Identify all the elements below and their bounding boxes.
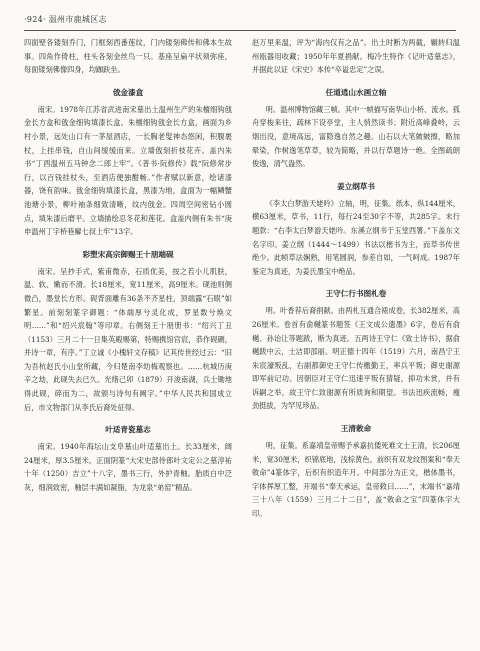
entry-title: 姜立纲草书 <box>337 181 375 191</box>
body-paragraph: 南宋。1978年江苏省武进南宋墓出土温州生产的朱檀细钩戗金长方盒和戗金细钩填漆长盒。朱檀细钩戗金长方盒，画面为乡村小景，远处山口有一茅屋酒店，一长胸老叟神态悠闲，积腹裹杖，上挂串钱，自山间缓缓而来。立墙戗刻折枝花卉。盖内朱书“丁酉温州五马钟念二郎上牢”。《普书·阮修传》载“阮修常步行，以百钱挂杖头，至酒店便独酣畅。”作者赋以新意，绘诸漆器，饶有韵味。戗金细钩填漆长盒，黑漆为地，盒面为一幅鳞蟹池塘小景，柳叶袖条细致清晰，纹内戗金。四周空间密钻小圆点，填朱漆后磨平。立墙描绘忍冬花和莲花。盒盖内侧有朱书“庚申温州丁字桥巷廨七叔上牢”13字。 <box>24 104 232 237</box>
page-header: ·924· 温州市鹿城区志 <box>24 15 107 24</box>
header-rule <box>24 30 456 31</box>
entry-title: 任道逍山水画立轴 <box>325 87 387 97</box>
right-column <box>252 36 460 521</box>
entry-title: 叶适青瓷墓志 <box>105 425 151 435</box>
body-paragraph: 明。叶香荐后裔捐献。由两札互通合裱成卷，长382厘米，高26厘米。卷首有俞樾篆书题签《王文成公遗墨》6字，卷后有俞樾、孙诒让等题跋，断为真迹。五两诗王守仁《致士诗书》，据俞樾跋中云，士洁即邵丽。明正德十四年（1519）六月，南昌宁王朱宸濠叛乱，右副都御史王守仁传檄勤王，率兵平叛；御史谢源即军前记功。因朝臣对王守仁迅速平叛有猜疑，抑功未赏，并有诉嗣之举，故王守仁致谢源有所质询和期望。书法迅疾流畅，瘦劲挺拔，为罕见珍品。 <box>252 306 460 411</box>
continued-paragraph: 赵万里来温，评为“海内仅有之品”。出土时断为两截，辗转归温州瓯器用收藏；1950年年夏捐献。梅冷生特作《记叶适墓志》，并据此以证《宋史》本传“卒谥忠定”之误。 <box>252 38 460 75</box>
entry-title: 王清敕命 <box>340 424 372 434</box>
entry-title: 彩塑宋高宗御赐王十朋端砚 <box>82 249 174 259</box>
continued-paragraph: 四面壁各镂刻乔门，门框刻西番莲纹，门内镂刻佛传和佛本生故事。四角作倚柱，柱头各刻金丝鸟一只。基座呈扁平状须弥座，每面镂刻佛像四身，均跏趺坐。 <box>24 38 232 75</box>
entry-title: 王守仁行书图札卷 <box>325 289 387 299</box>
body-paragraph: 明，征集。系嘉靖皇帝赐予承嘉抗倭死难文士王清，长206厘米，宽30厘米，织锦底地，浅棕黄色。前织有双龙纹图案和“奉天敕命”4篆体字，后织有织造年月。中间部分为正文，楷体墨书，字体挥厚工整，开端书“奉天承运，皇帝敕曰……”，末端书“嘉靖三十八年（1559）三月二十二日”，盖“敕命之宝”四篆体字大印。 <box>252 441 460 519</box>
body-paragraph: 南宋。呈抄手式，紫甫微赤，石质优美，按之若小儿肌肤，温、软、嫩而不滑。长18厘米，宽11厘米，高9厘米。砚池则侧微凸，墨堂长方形。砚背面雕有36条不齐星柱，顶端露“石眼”如繁星。前刻刻篆字御题：“体端厚兮灵化成，罗星数兮焕文明……”和“绍兴宸翰”等印章。右侧刻王十朋册书：“绍兴丁丑（1153）三月二十一日集英殿赐第，特赐携馆宫宸，恭作砚硎，并诗一章，有序。”丁立诚《小槐轩文存稿》记其传世经过云：“旧为吾杭赵氏小山堂所藏，今归楚南李幼梅观察也。……杭城历庚辛之劫，此砚失去已久。光绪己卯（1879）开浚南湖，兵士锄地得此砚，碎而为二，故颁与诗句有阙字。”中华人民共和国成立后，市文物部门从李氏后裔处征得。 <box>24 266 232 412</box>
entry-title: 戗金漆盒 <box>112 87 144 97</box>
left-column <box>24 36 232 495</box>
body-paragraph: 明。温州博物馆藏三帧。其中一帧描写南华山小桥、流水。孤舟穿梭来往，疏林下设亭堂，主人悄然读书；附近高峰叠岭，云烟出没，意境高远，富隐逸自然之趣。山石以大笔皴皴擦，略加晕染，作树逸笔草草，较为简略，并以行草题诗一绝。全图疏朗俊逸，清气盎然。 <box>252 104 460 169</box>
body-paragraph: 南宋。1940年海坛山支阜墓山叶适墓出土。长33厘米，阔24厘米，厚3.5厘米。正面阴篆“大宋史部侍郎叶文定公之墓淳祐十年（1250）吉立”十八字，墨书三行，外护青釉。胎质白中泛灰，细润致密，釉层丰满如凝脂，为龙泉“弟窑”精品。 <box>24 442 232 493</box>
body-paragraph: 《李太白梦游天姥吟》立轴，明，征集。纸本，纵144厘米，横63厘米，草书，11行，每行24至30字不等，共285字。末行题款：“右李太白梦游天姥吟。东溪立纲书于玉堂西署。”下盖东文名字印。姜立纲（1444～1499）书法以楷书为主，而草书传世绝少。此帧草法娴熟，用笔圆润，参差自如，一气呵成。1987年鉴定为真迹，为姜氏墨宝中绝品。 <box>252 198 460 276</box>
